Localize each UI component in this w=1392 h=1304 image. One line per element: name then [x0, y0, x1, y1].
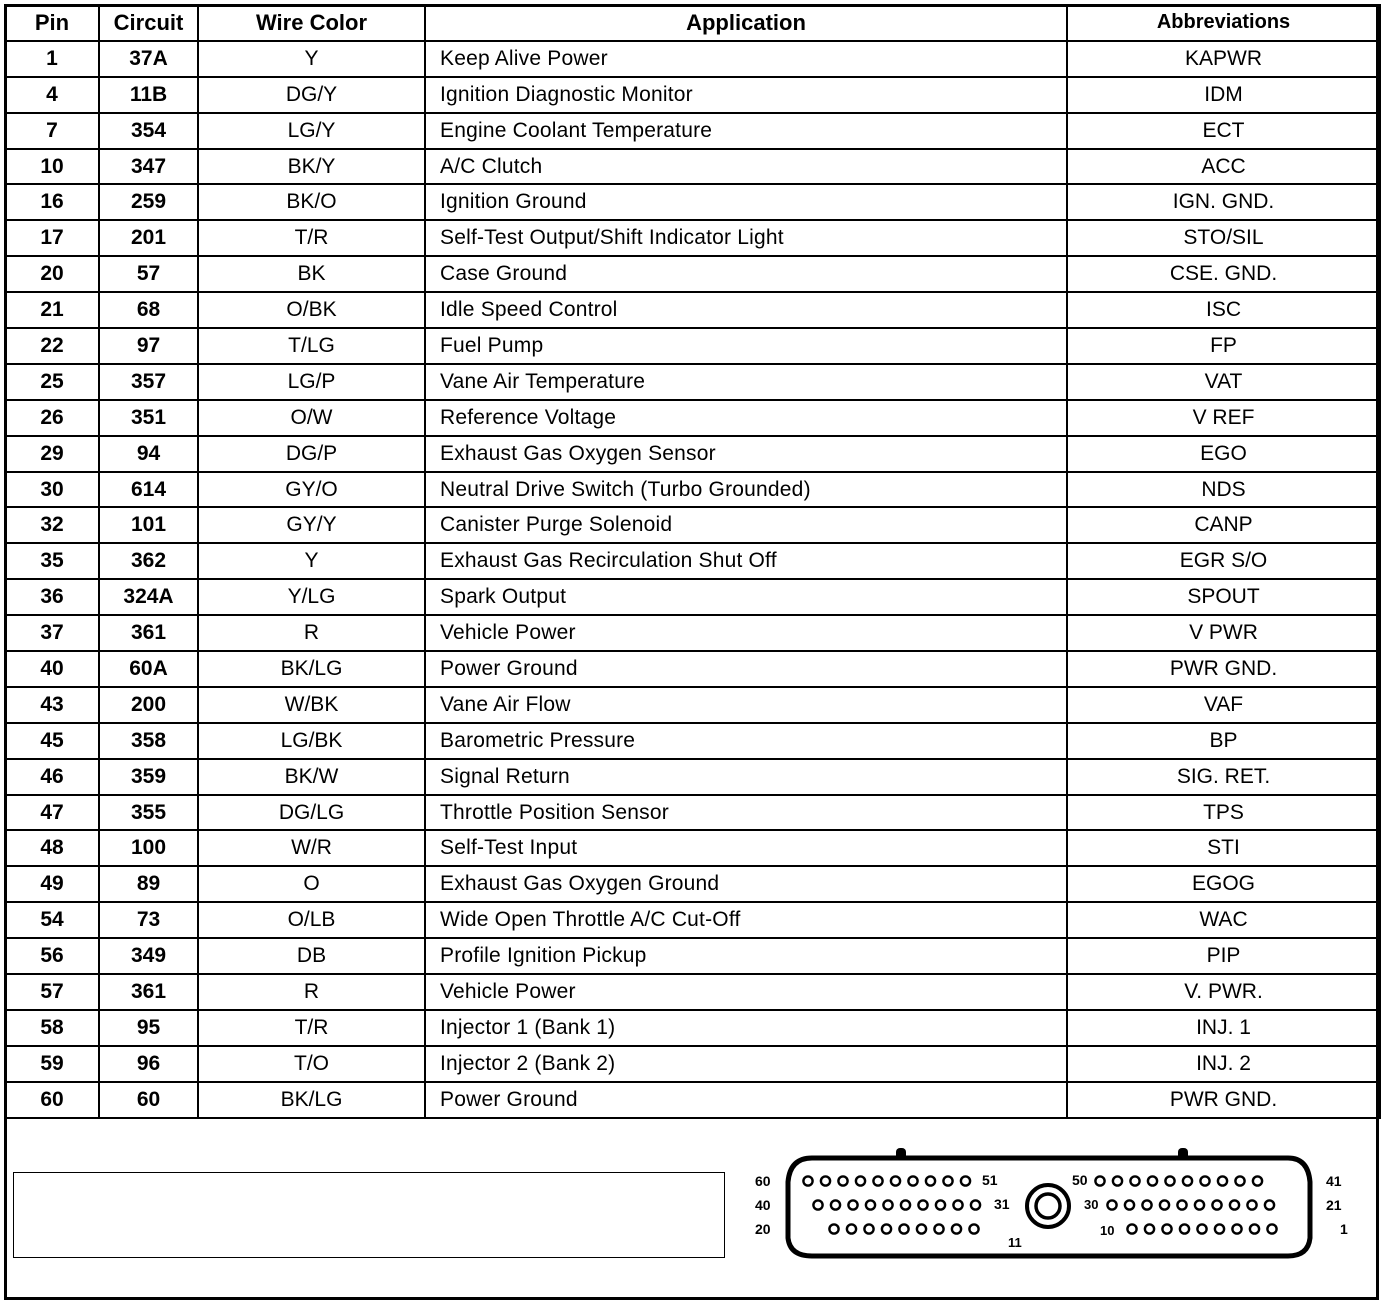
- pin-hole-top-left: [873, 1176, 882, 1185]
- circuit-cell: 362: [99, 543, 198, 579]
- circuit-cell: 347: [99, 149, 198, 185]
- pin-hole-top-left: [803, 1176, 812, 1185]
- wire-color-cell: DG/Y: [198, 77, 425, 113]
- pin-cell: 29: [5, 436, 99, 472]
- circuit-cell: 57: [99, 256, 198, 292]
- pin-cell: 56: [5, 938, 99, 974]
- abbreviation-cell: IGN. GND.: [1067, 184, 1380, 220]
- application-cell: Fuel Pump: [425, 328, 1067, 364]
- circuit-cell: 324A: [99, 579, 198, 615]
- pin-cell: 43: [5, 687, 99, 723]
- application-cell: Exhaust Gas Oxygen Sensor: [425, 436, 1067, 472]
- pin-hole-top-left: [926, 1176, 935, 1185]
- circuit-cell: 358: [99, 723, 198, 759]
- application-cell: Spark Output: [425, 579, 1067, 615]
- pin-hole-bottom-right: [1197, 1224, 1206, 1233]
- application-cell: Wide Open Throttle A/C Cut-Off: [425, 902, 1067, 938]
- abbreviation-cell: CANP: [1067, 507, 1380, 543]
- wire-color-cell: W/BK: [198, 687, 425, 723]
- table-row: [5, 220, 1380, 256]
- pin-hole-mid-right: [1177, 1200, 1186, 1209]
- abbreviation-cell: ACC: [1067, 149, 1380, 185]
- abbreviation-cell: PWR GND.: [1067, 1082, 1380, 1118]
- wire-color-cell: W/R: [198, 830, 425, 866]
- pin-hole-bottom-left: [952, 1224, 961, 1233]
- wire-color-cell: GY/O: [198, 472, 425, 508]
- label-11: 11: [1008, 1235, 1022, 1250]
- application-cell: Barometric Pressure: [425, 723, 1067, 759]
- circuit-cell: 37A: [99, 41, 198, 77]
- pin-cell: 45: [5, 723, 99, 759]
- wire-color-cell: Y: [198, 41, 425, 77]
- pin-hole-top-right: [1095, 1176, 1104, 1185]
- abbreviation-cell: VAT: [1067, 364, 1380, 400]
- wire-color-cell: LG/BK: [198, 723, 425, 759]
- pin-hole-bottom-right: [1180, 1224, 1189, 1233]
- header-wire-color: Wire Color: [198, 5, 425, 41]
- table-row: [5, 543, 1380, 579]
- abbreviation-cell: IDM: [1067, 77, 1380, 113]
- application-cell: Engine Coolant Temperature: [425, 113, 1067, 149]
- pin-hole-mid-left: [953, 1200, 962, 1209]
- pin-hole-mid-right: [1230, 1200, 1239, 1209]
- pin-hole-mid-right: [1247, 1200, 1256, 1209]
- connector-center-outer: [1027, 1185, 1069, 1227]
- wire-color-cell: O/LB: [198, 902, 425, 938]
- pin-hole-top-left: [908, 1176, 917, 1185]
- application-cell: Self-Test Output/Shift Indicator Light: [425, 220, 1067, 256]
- label-30: 30: [1084, 1197, 1099, 1212]
- pin-hole-mid-right: [1125, 1200, 1134, 1209]
- label-31: 31: [994, 1196, 1010, 1212]
- pin-cell: 10: [5, 149, 99, 185]
- pin-hole-mid-left: [936, 1200, 945, 1209]
- label-10: 10: [1100, 1223, 1115, 1238]
- abbreviation-cell: VAF: [1067, 687, 1380, 723]
- pin-hole-bottom-left: [829, 1224, 838, 1233]
- label-1: 1: [1340, 1221, 1348, 1237]
- pin-hole-top-right: [1165, 1176, 1174, 1185]
- pin-cell: 30: [5, 472, 99, 508]
- circuit-cell: 11B: [99, 77, 198, 113]
- circuit-cell: 96: [99, 1046, 198, 1082]
- pin-hole-bottom-left: [917, 1224, 926, 1233]
- pin-cell: 57: [5, 974, 99, 1010]
- pin-hole-mid-left: [971, 1200, 980, 1209]
- wire-color-cell: T/O: [198, 1046, 425, 1082]
- pin-cell: 16: [5, 184, 99, 220]
- wire-color-cell: T/R: [198, 1010, 425, 1046]
- application-cell: Neutral Drive Switch (Turbo Grounded): [425, 472, 1067, 508]
- abbreviation-cell: BP: [1067, 723, 1380, 759]
- pin-hole-bottom-left: [847, 1224, 856, 1233]
- pin-cell: 40: [5, 651, 99, 687]
- table-row: [5, 113, 1380, 149]
- abbreviation-cell: PIP: [1067, 938, 1380, 974]
- pin-hole-bottom-right: [1145, 1224, 1154, 1233]
- pin-cell: 21: [5, 292, 99, 328]
- pin-hole-bottom-left: [899, 1224, 908, 1233]
- circuit-cell: 355: [99, 795, 198, 831]
- header-application: Application: [425, 5, 1067, 41]
- table-row: [5, 1082, 1380, 1118]
- pin-hole-bottom-left: [934, 1224, 943, 1233]
- circuit-cell: 200: [99, 687, 198, 723]
- wire-color-cell: BK/W: [198, 759, 425, 795]
- header-pin: Pin: [5, 5, 99, 41]
- pin-cell: 37: [5, 615, 99, 651]
- label-41: 41: [1326, 1173, 1342, 1189]
- pin-hole-bottom-right: [1232, 1224, 1241, 1233]
- wire-color-cell: O/BK: [198, 292, 425, 328]
- application-cell: A/C Clutch: [425, 149, 1067, 185]
- pin-cell: 20: [5, 256, 99, 292]
- wire-color-cell: O/W: [198, 400, 425, 436]
- circuit-cell: 97: [99, 328, 198, 364]
- blank-box: [13, 1172, 725, 1258]
- wire-color-cell: R: [198, 615, 425, 651]
- abbreviation-cell: PWR GND.: [1067, 651, 1380, 687]
- label-20: 20: [755, 1221, 771, 1237]
- application-cell: Throttle Position Sensor: [425, 795, 1067, 831]
- header-circuit: Circuit: [99, 5, 198, 41]
- abbreviation-cell: STI: [1067, 830, 1380, 866]
- application-cell: Keep Alive Power: [425, 41, 1067, 77]
- pin-cell: 25: [5, 364, 99, 400]
- circuit-cell: 361: [99, 615, 198, 651]
- application-cell: Signal Return: [425, 759, 1067, 795]
- pin-hole-bottom-left: [969, 1224, 978, 1233]
- table-row: [5, 759, 1380, 795]
- application-cell: Vehicle Power: [425, 974, 1067, 1010]
- table-row: [5, 1010, 1380, 1046]
- pin-hole-mid-left: [901, 1200, 910, 1209]
- application-cell: Vane Air Flow: [425, 687, 1067, 723]
- table-row: [5, 184, 1380, 220]
- pin-hole-bottom-left: [882, 1224, 891, 1233]
- label-40: 40: [755, 1197, 771, 1213]
- abbreviation-cell: WAC: [1067, 902, 1380, 938]
- header-row: [5, 5, 1380, 41]
- wire-color-cell: BK/O: [198, 184, 425, 220]
- wire-color-cell: DB: [198, 938, 425, 974]
- pin-hole-mid-right: [1107, 1200, 1116, 1209]
- pin-hole-top-left: [891, 1176, 900, 1185]
- abbreviation-cell: CSE. GND.: [1067, 256, 1380, 292]
- circuit-cell: 359: [99, 759, 198, 795]
- pin-hole-bottom-left: [864, 1224, 873, 1233]
- pin-hole-bottom-right: [1127, 1224, 1136, 1233]
- wire-color-cell: T/R: [198, 220, 425, 256]
- pin-hole-bottom-right: [1215, 1224, 1224, 1233]
- wire-color-cell: R: [198, 974, 425, 1010]
- pin-cell: 4: [5, 77, 99, 113]
- wire-color-cell: Y/LG: [198, 579, 425, 615]
- abbreviation-cell: FP: [1067, 328, 1380, 364]
- abbreviation-cell: INJ. 2: [1067, 1046, 1380, 1082]
- pin-cell: 58: [5, 1010, 99, 1046]
- application-cell: Exhaust Gas Oxygen Ground: [425, 866, 1067, 902]
- application-cell: Idle Speed Control: [425, 292, 1067, 328]
- pin-cell: 49: [5, 866, 99, 902]
- table-row: [5, 902, 1380, 938]
- pin-hole-top-right: [1130, 1176, 1139, 1185]
- wire-color-cell: BK: [198, 256, 425, 292]
- abbreviation-cell: STO/SIL: [1067, 220, 1380, 256]
- circuit-cell: 349: [99, 938, 198, 974]
- circuit-cell: 60: [99, 1082, 198, 1118]
- wire-color-cell: GY/Y: [198, 507, 425, 543]
- pin-hole-top-right: [1113, 1176, 1122, 1185]
- pin-cell: 22: [5, 328, 99, 364]
- table-row: [5, 795, 1380, 831]
- circuit-cell: 94: [99, 436, 198, 472]
- pin-hole-mid-left: [831, 1200, 840, 1209]
- pin-table: [4, 4, 1381, 1119]
- header-abbreviations: Abbreviations: [1067, 5, 1380, 41]
- circuit-cell: 73: [99, 902, 198, 938]
- table-row: [5, 41, 1380, 77]
- pin-hole-top-left: [856, 1176, 865, 1185]
- wire-color-cell: LG/P: [198, 364, 425, 400]
- pin-hole-mid-right: [1160, 1200, 1169, 1209]
- pin-hole-mid-left: [813, 1200, 822, 1209]
- table-row: [5, 364, 1380, 400]
- abbreviation-cell: EGR S/O: [1067, 543, 1380, 579]
- pin-cell: 54: [5, 902, 99, 938]
- label-50: 50: [1072, 1172, 1088, 1188]
- abbreviation-cell: V. PWR.: [1067, 974, 1380, 1010]
- table-row: [5, 687, 1380, 723]
- pin-hole-top-left: [838, 1176, 847, 1185]
- pin-hole-mid-right: [1142, 1200, 1151, 1209]
- abbreviation-cell: V REF: [1067, 400, 1380, 436]
- circuit-cell: 60A: [99, 651, 198, 687]
- pin-cell: 26: [5, 400, 99, 436]
- table-row: [5, 866, 1380, 902]
- table-row: [5, 472, 1380, 508]
- application-cell: Vehicle Power: [425, 615, 1067, 651]
- table-row: [5, 400, 1380, 436]
- application-cell: Exhaust Gas Recirculation Shut Off: [425, 543, 1067, 579]
- circuit-cell: 361: [99, 974, 198, 1010]
- pin-cell: 36: [5, 579, 99, 615]
- pin-hole-top-right: [1183, 1176, 1192, 1185]
- circuit-cell: 259: [99, 184, 198, 220]
- table-row: [5, 723, 1380, 759]
- circuit-cell: 201: [99, 220, 198, 256]
- wire-color-cell: T/LG: [198, 328, 425, 364]
- pin-hole-bottom-right: [1267, 1224, 1276, 1233]
- wire-color-cell: Y: [198, 543, 425, 579]
- application-cell: Ignition Diagnostic Monitor: [425, 77, 1067, 113]
- pin-hole-top-right: [1148, 1176, 1157, 1185]
- circuit-cell: 614: [99, 472, 198, 508]
- abbreviation-cell: EGO: [1067, 436, 1380, 472]
- wire-color-cell: BK/LG: [198, 651, 425, 687]
- pin-cell: 47: [5, 795, 99, 831]
- wire-color-cell: BK/Y: [198, 149, 425, 185]
- application-cell: Reference Voltage: [425, 400, 1067, 436]
- pin-cell: 35: [5, 543, 99, 579]
- table-row: [5, 1046, 1380, 1082]
- pin-hole-bottom-right: [1250, 1224, 1259, 1233]
- table-row: [5, 436, 1380, 472]
- pin-cell: 46: [5, 759, 99, 795]
- pin-hole-top-left: [821, 1176, 830, 1185]
- connector-tab-right: [1178, 1148, 1188, 1160]
- pin-hole-mid-right: [1265, 1200, 1274, 1209]
- pin-cell: 60: [5, 1082, 99, 1118]
- abbreviation-cell: ECT: [1067, 113, 1380, 149]
- wire-color-cell: O: [198, 866, 425, 902]
- application-cell: Injector 2 (Bank 2): [425, 1046, 1067, 1082]
- circuit-cell: 89: [99, 866, 198, 902]
- connector-tab-left: [896, 1148, 906, 1160]
- pin-cell: 7: [5, 113, 99, 149]
- pin-hole-mid-left: [883, 1200, 892, 1209]
- pin-hole-mid-right: [1195, 1200, 1204, 1209]
- abbreviation-cell: SIG. RET.: [1067, 759, 1380, 795]
- wire-color-cell: DG/P: [198, 436, 425, 472]
- application-cell: Profile Ignition Pickup: [425, 938, 1067, 974]
- application-cell: Injector 1 (Bank 1): [425, 1010, 1067, 1046]
- circuit-cell: 68: [99, 292, 198, 328]
- circuit-cell: 100: [99, 830, 198, 866]
- wire-color-cell: BK/LG: [198, 1082, 425, 1118]
- circuit-cell: 95: [99, 1010, 198, 1046]
- application-cell: Canister Purge Solenoid: [425, 507, 1067, 543]
- application-cell: Case Ground: [425, 256, 1067, 292]
- pin-hole-mid-left: [848, 1200, 857, 1209]
- table-row: [5, 651, 1380, 687]
- table-row: [5, 149, 1380, 185]
- pin-hole-top-right: [1253, 1176, 1262, 1185]
- pin-hole-top-right: [1218, 1176, 1227, 1185]
- pin-hole-mid-left: [866, 1200, 875, 1209]
- pin-hole-mid-left: [918, 1200, 927, 1209]
- circuit-cell: 351: [99, 400, 198, 436]
- label-60: 60: [755, 1173, 771, 1189]
- wire-color-cell: DG/LG: [198, 795, 425, 831]
- pin-hole-top-right: [1235, 1176, 1244, 1185]
- connector-center-inner: [1036, 1194, 1060, 1218]
- pin-cell: 59: [5, 1046, 99, 1082]
- abbreviation-cell: INJ. 1: [1067, 1010, 1380, 1046]
- abbreviation-cell: SPOUT: [1067, 579, 1380, 615]
- table-row: [5, 830, 1380, 866]
- wire-color-cell: LG/Y: [198, 113, 425, 149]
- table-row: [5, 328, 1380, 364]
- table-row: [5, 938, 1380, 974]
- pin-hole-bottom-right: [1162, 1224, 1171, 1233]
- abbreviation-cell: TPS: [1067, 795, 1380, 831]
- pin-hole-top-left: [961, 1176, 970, 1185]
- pin-cell: 32: [5, 507, 99, 543]
- pin-hole-top-right: [1200, 1176, 1209, 1185]
- abbreviation-cell: ISC: [1067, 292, 1380, 328]
- table-row: [5, 507, 1380, 543]
- label-21: 21: [1326, 1197, 1342, 1213]
- abbreviation-cell: V PWR: [1067, 615, 1380, 651]
- application-cell: Power Ground: [425, 651, 1067, 687]
- abbreviation-cell: NDS: [1067, 472, 1380, 508]
- pin-hole-top-left: [943, 1176, 952, 1185]
- pin-cell: 1: [5, 41, 99, 77]
- abbreviation-cell: KAPWR: [1067, 41, 1380, 77]
- table-row: [5, 256, 1380, 292]
- table-body: [5, 41, 1380, 1118]
- application-cell: Ignition Ground: [425, 184, 1067, 220]
- pin-hole-mid-right: [1212, 1200, 1221, 1209]
- table-row: [5, 974, 1380, 1010]
- circuit-cell: 101: [99, 507, 198, 543]
- application-cell: Power Ground: [425, 1082, 1067, 1118]
- circuit-cell: 354: [99, 113, 198, 149]
- circuit-cell: 357: [99, 364, 198, 400]
- application-cell: Self-Test Input: [425, 830, 1067, 866]
- pin-cell: 48: [5, 830, 99, 866]
- application-cell: Vane Air Temperature: [425, 364, 1067, 400]
- table-row: [5, 77, 1380, 113]
- pin-cell: 17: [5, 220, 99, 256]
- connector-diagram: [750, 1138, 1370, 1268]
- table-row: [5, 615, 1380, 651]
- abbreviation-cell: EGOG: [1067, 866, 1380, 902]
- label-51: 51: [982, 1172, 998, 1188]
- table-row: [5, 292, 1380, 328]
- table-row: [5, 579, 1380, 615]
